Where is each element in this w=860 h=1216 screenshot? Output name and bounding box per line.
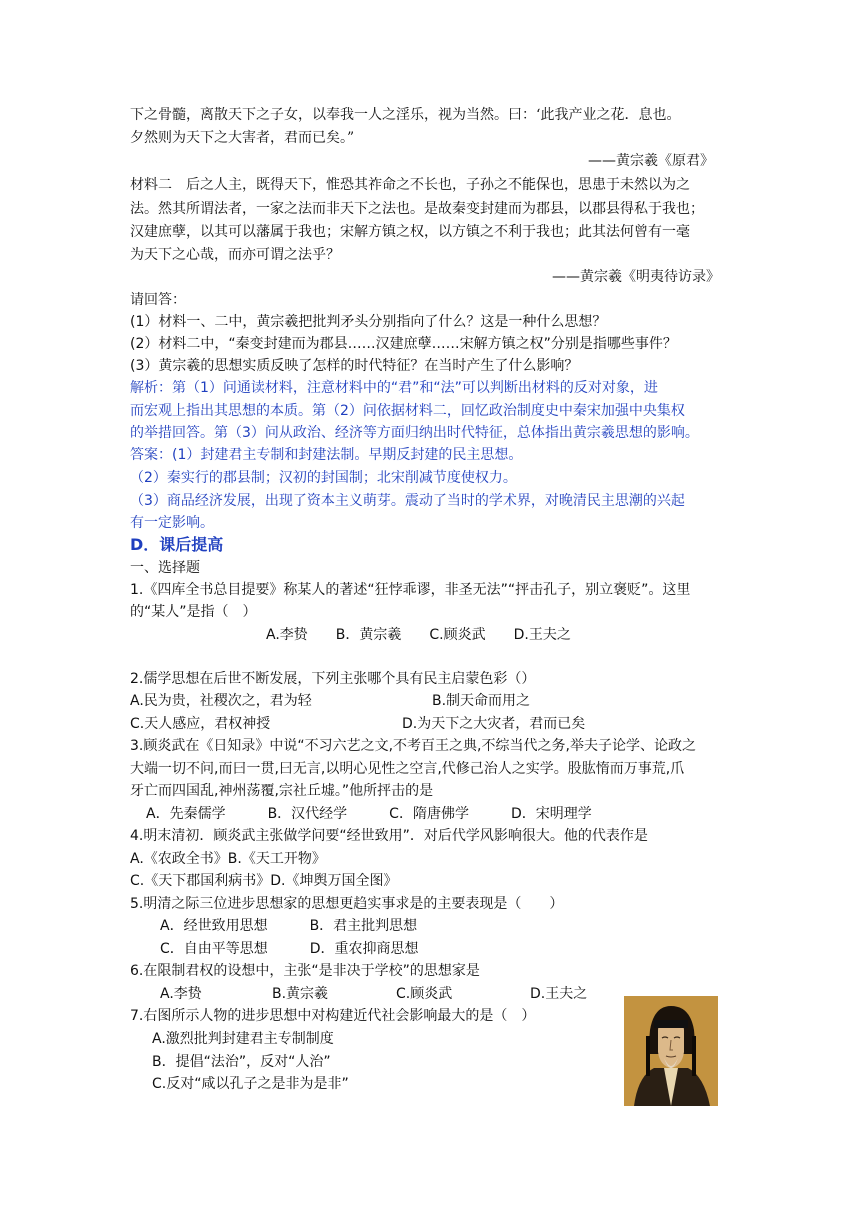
q7-stem: 7.右图所示人物的进步思想中对构建近代社会影响最大的是（ ） bbox=[130, 1008, 536, 1024]
q5-options-ab: A．经世致用思想 B．君主批判思想 bbox=[160, 918, 418, 934]
analysis-line3: 的举措回答。第（3）问从政治、经济等方面归纳出时代特征，总体指出黄宗羲思想的影响。 bbox=[130, 425, 699, 441]
question-1: (1）材料一、二中，黄宗羲把批判矛头分别指向了什么？这是一种什么思想？ bbox=[130, 314, 607, 330]
q7-option-c: C.反对“咸以孔子之是非为是非” bbox=[152, 1076, 349, 1092]
q2-stem: 2.儒学思想在后世不断发展，下列主张哪个具有民主启蒙色彩（） bbox=[130, 671, 536, 687]
material2-source: ——黄宗羲《明夷待访录》 bbox=[552, 269, 720, 285]
answer-2: （2）秦实行的郡县制；汉初的封国制；北宋削减节度使权力。 bbox=[130, 470, 517, 486]
q4-options-ab: A.《农政全书》B.《天工开物》 bbox=[130, 851, 326, 867]
q2-option-a: A.民为贵，社稷次之，君为轻 bbox=[130, 693, 312, 709]
q6-option-d: D.王夫之 bbox=[530, 986, 588, 1002]
q2-option-d: D.为天下之大灾者，君而已矣 bbox=[402, 716, 586, 732]
q6-stem: 6.在限制君权的设想中，主张“是非决于学校”的思想家是 bbox=[130, 963, 480, 979]
q3-line3: 牙亡而四国乱,神州荡覆,宗社丘墟。”他所抨击的是 bbox=[130, 783, 434, 799]
q1-line2: 的“某人”是指（ ） bbox=[130, 604, 257, 620]
analysis-line2: 而宏观上指出其思想的本质。第（2）问依据材料二，回忆政治制度史中秦宋加强中央集权 bbox=[130, 403, 685, 419]
q1-options: A.李贽 B．黄宗羲 C.顾炎武 D.王夫之 bbox=[266, 627, 571, 643]
choice-section-heading: 一、选择题 bbox=[130, 560, 200, 576]
answer-prompt: 请回答： bbox=[130, 292, 186, 308]
material2-line3: 汉建庶孽，以其可以藩属于我也；宋解方镇之权，以方镇之不利于我也；此其法何曾有一毫 bbox=[130, 224, 690, 240]
q3-options: A．先秦儒学 B．汉代经学 C．隋唐佛学 D．宋明理学 bbox=[146, 806, 592, 822]
q3-line2: 大端一切不问,而曰一贯,曰无言,以明心见性之空言,代修己治人之实学。股肱惰而万事荒,爪 bbox=[130, 761, 685, 777]
material2-line2: 法。然其所谓法者，一家之法而非天下之法也。是故秦变封建而为郡县，以郡县得私于我也； bbox=[130, 201, 704, 217]
huang-zongxi-portrait-image bbox=[624, 996, 718, 1106]
q6-option-b: B.黄宗羲 bbox=[272, 986, 329, 1002]
answer-1: 答案：(1）封建君主专制和封建法制。早期反封建的民主思想。 bbox=[130, 447, 523, 463]
q6-option-c: C.顾炎武 bbox=[396, 986, 453, 1002]
material1-line1: 下之骨髓，离散天下之子女，以奉我一人之淫乐，视为当然。曰：‘此我产业之花．息也。 bbox=[130, 107, 681, 123]
q2-option-c: C.天人感应，君权神授 bbox=[130, 716, 271, 732]
q7-option-b: B．提倡“法治”，反对“人治” bbox=[152, 1054, 331, 1070]
q2-option-b: B.制天命而用之 bbox=[432, 693, 531, 709]
answer-3-line2: 有一定影响。 bbox=[130, 515, 214, 531]
material1-source: ——黄宗羲《原君》 bbox=[588, 153, 714, 169]
answer-3-line1: （3）商品经济发展，出现了资本主义萌芽。震动了当时的学术界，对晚清民主思潮的兴起 bbox=[130, 493, 685, 509]
question-2: (2）材料二中，“秦变封建而为郡县……汉建庶孽……宋解方镇之权”分别是指哪些事件？ bbox=[130, 336, 677, 352]
material2-line4: 为天下之心哉，而亦可谓之法乎？ bbox=[130, 247, 340, 263]
q5-stem: 5.明清之际三位进步思想家的思想更趋实事求是的主要表现是（ ） bbox=[130, 896, 564, 912]
material2-line1: 材料二 后之人主，既得天下，惟恐其祚命之不长也，子孙之不能保也，思患于未然以为之 bbox=[130, 177, 690, 193]
analysis-line1: 解析：第（1）问通读材料，注意材料中的“君”和“法”可以判断出材料的反对对象，进 bbox=[130, 380, 658, 396]
q3-line1: 3.顾炎武在《日知录》中说“不习六艺之文,不考百王之典,不综当代之务,举夫子论学、论政之 bbox=[130, 738, 696, 754]
q4-stem: 4.明末清初．顾炎武主张做学问要“经世致用”．对后代学风影响很大。他的代表作是 bbox=[130, 828, 648, 844]
question-3: (3）黄宗羲的思想实质反映了怎样的时代特征？在当时产生了什么影响？ bbox=[130, 358, 579, 374]
q7-option-a: A.激烈批判封建君主专制制度 bbox=[152, 1031, 334, 1047]
section-d-heading: D．课后提高 bbox=[130, 535, 224, 554]
material1-line2: 夕然则为天下之大害者，君而已矣。” bbox=[130, 130, 355, 146]
q1-line1: 1.《四库全书总目提要》称某人的著述“狂悖乖谬，非圣无法”“抨击孔子，别立褒贬”。这里 bbox=[130, 582, 691, 598]
q4-options-cd: C.《天下郡国利病书》D.《坤舆万国全图》 bbox=[130, 873, 398, 889]
q5-options-cd: C．自由平等思想 D．重农抑商思想 bbox=[160, 941, 419, 957]
q6-option-a: A.李贽 bbox=[160, 986, 202, 1002]
